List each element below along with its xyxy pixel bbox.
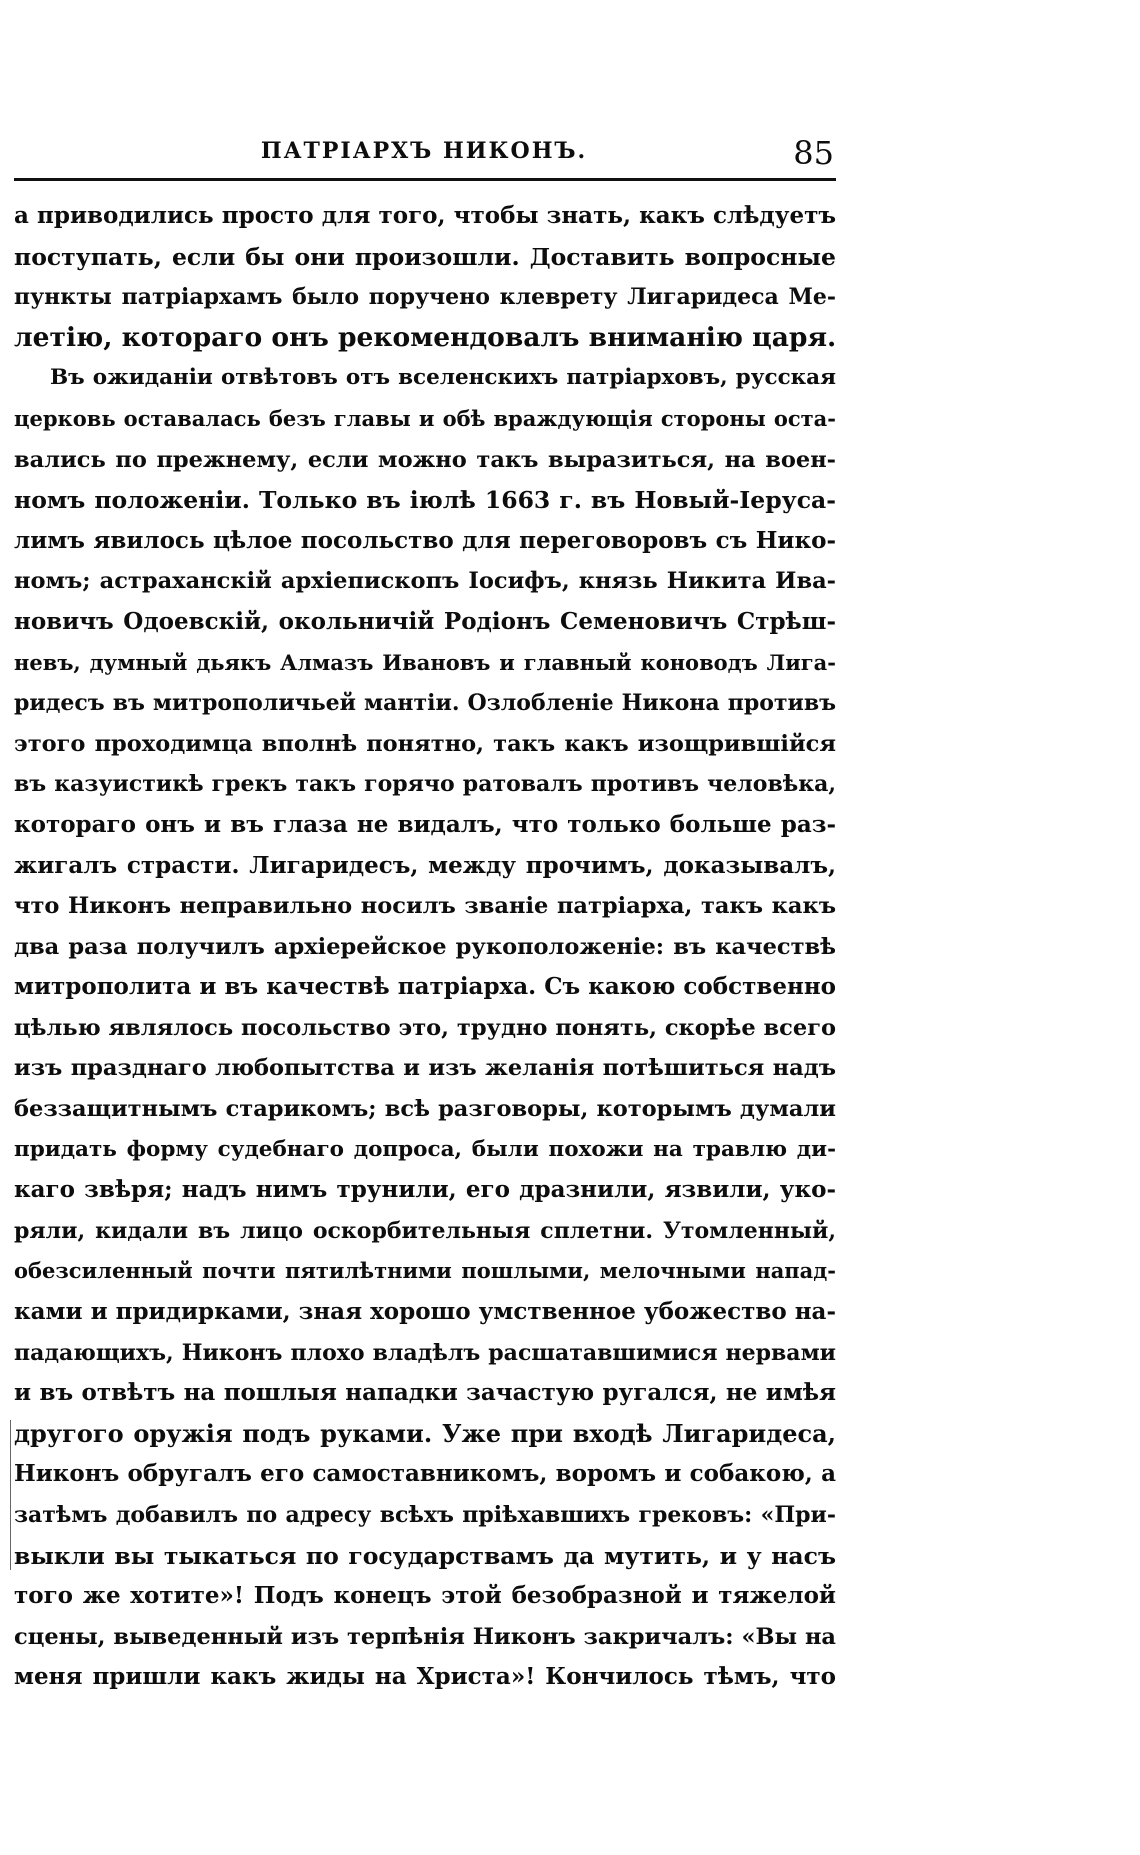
text-line: невъ, думный дьякъ Алмазъ Ивановъ и главный коноводъ Лига- bbox=[14, 649, 836, 675]
running-head bbox=[14, 134, 834, 178]
text-line: Въ ожиданіи отвѣтовъ отъ вселенскихъ патріарховъ, русская bbox=[50, 365, 836, 391]
text-line: придать форму судебнаго допроса, были похожи на травлю ди- bbox=[14, 1136, 836, 1162]
text-line: беззащитнымъ старикомъ; всѣ разговоры, которымъ думали bbox=[14, 1096, 836, 1123]
text-line: обезсиленный почти пятилѣтними пошлыми, мелочными напад- bbox=[14, 1258, 836, 1284]
text-line: пункты патріархамъ было поручено клеврету Лигаридеса Ме- bbox=[14, 284, 836, 311]
text-line: изъ празднаго любопытства и изъ желанія потѣшиться надъ bbox=[14, 1055, 836, 1082]
text-line: Никонъ обругалъ его самоставникомъ, воромъ и собакою, а bbox=[14, 1460, 836, 1488]
text-line: ридесъ въ митрополичьей мантіи. Озлобленіе Никона противъ bbox=[14, 690, 836, 717]
text-line: жигалъ страсти. Лигаридесъ, между прочимъ, доказывалъ, bbox=[14, 851, 836, 879]
text-line: меня пришли какъ жиды на Христа»! Кончилось тѣмъ, что bbox=[14, 1663, 836, 1691]
page-number: 85 bbox=[793, 134, 834, 172]
text-line: номъ; астраханскій архіепископъ Іосифъ, князь Никита Ива- bbox=[14, 568, 836, 595]
text-line: каго звѣря; надъ нимъ трунили, его дразнили, язвили, уко- bbox=[14, 1176, 836, 1204]
text-line: того же хотите»! Подъ конецъ этой безобразной и тяжелой bbox=[14, 1582, 836, 1610]
text-line: два раза получилъ архіерейское рукоположеніе: въ качествѣ bbox=[14, 933, 836, 960]
text-body bbox=[14, 196, 836, 1698]
text-line: новичъ Одоевскій, окольничій Родіонъ Семеновичъ Стрѣш- bbox=[14, 607, 836, 635]
text-line: цѣлью являлось посольство это, трудно понять, скорѣе всего bbox=[14, 1014, 836, 1041]
text-line: и въ отвѣтъ на пошлыя нападки зачастую ругался, не имѣя bbox=[14, 1379, 836, 1407]
text-line: что Никонъ неправильно носилъ званіе патріарха, такъ какъ bbox=[14, 893, 836, 920]
text-line: номъ положеніи. Только въ іюлѣ 1663 г. въ Новый-Іеруса- bbox=[14, 486, 836, 515]
text-line: затѣмъ добавилъ по адресу всѣхъ пріѣхавшихъ грековъ: «При- bbox=[14, 1502, 836, 1528]
text-line: ками и придирками, зная хорошо умственное убожество на- bbox=[14, 1298, 836, 1326]
text-line: церковь оставалась безъ главы и обѣ враждующія стороны оста- bbox=[14, 405, 836, 431]
text-line: котораго онъ и въ глаза не видалъ, что только больше раз- bbox=[14, 810, 836, 838]
text-line: ряли, кидали въ лицо оскорбительныя сплетни. Утомленный, bbox=[14, 1217, 836, 1244]
text-line: въ казуистикѣ грекъ такъ горячо ратовалъ противъ человѣка, bbox=[14, 771, 836, 798]
text-line: летію, котораго онъ рекомендовалъ вниманію царя. bbox=[14, 321, 836, 353]
text-line: поступать, если бы они произошли. Доставить вопросные bbox=[14, 242, 836, 271]
text-line: падающихъ, Никонъ плохо владѣлъ расшатавшимися нервами bbox=[14, 1339, 836, 1366]
text-line: сцены, выведенный изъ терпѣнія Никонъ закричалъ: «Вы на bbox=[14, 1623, 836, 1650]
header-rule bbox=[14, 178, 836, 181]
page-edge-mark bbox=[10, 1420, 11, 1570]
text-line: митрополита и въ качествѣ патріарха. Съ какою собственно bbox=[14, 973, 836, 1001]
text-line: лимъ явилось цѣлое посольство для переговоровъ съ Нико- bbox=[14, 526, 836, 554]
text-line: другого оружія подъ руками. Уже при входѣ Лигаридеса, bbox=[14, 1418, 836, 1448]
text-line: этого проходимца вполнѣ понятно, такъ какъ изощрившійся bbox=[14, 730, 836, 757]
text-line: выкли вы тыкаться по государствамъ да мутить, и у насъ bbox=[14, 1541, 836, 1570]
text-line: а приводились просто для того, чтобы знать, какъ слѣдуетъ bbox=[14, 202, 836, 229]
running-title: ПАТРІАРХЪ НИКОНЪ. bbox=[260, 138, 588, 164]
text-line: вались по прежнему, если можно такъ выразиться, на воен- bbox=[14, 446, 836, 473]
